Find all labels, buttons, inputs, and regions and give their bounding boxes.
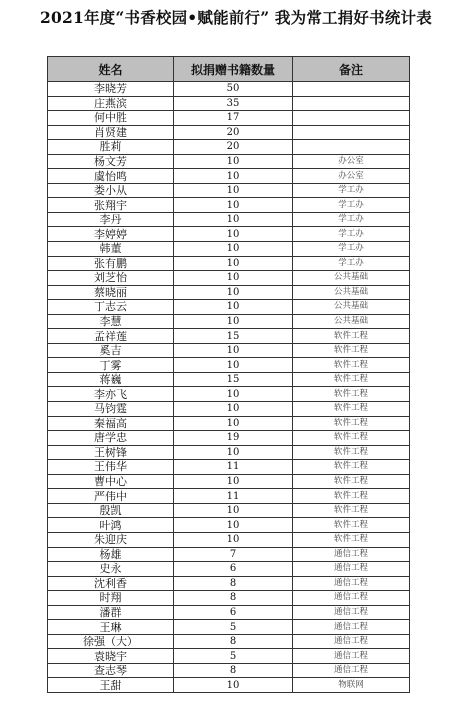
table-row xyxy=(48,576,410,591)
cell-name: 沈利香 xyxy=(48,576,174,591)
table-row xyxy=(48,649,410,664)
cell-note: 公共基础 xyxy=(293,271,410,286)
cell-name: 马钧霆 xyxy=(48,402,174,417)
cell-note: 软件工程 xyxy=(293,402,410,417)
cell-note: 学工办 xyxy=(293,242,410,257)
cell-count: 50 xyxy=(174,82,293,97)
table-row xyxy=(48,227,410,242)
cell-count: 15 xyxy=(174,329,293,344)
cell-note: 通信工程 xyxy=(293,663,410,678)
table-row xyxy=(48,489,410,504)
cell-note: 软件工程 xyxy=(293,474,410,489)
cell-name: 朱迎庆 xyxy=(48,532,174,547)
cell-name: 杨雄 xyxy=(48,547,174,562)
cell-note: 软件工程 xyxy=(293,387,410,402)
cell-name: 蔡晓丽 xyxy=(48,285,174,300)
donation-table xyxy=(47,56,410,693)
cell-name: 孟祥莲 xyxy=(48,329,174,344)
cell-note: 学工办 xyxy=(293,256,410,271)
cell-name: 徐强（大） xyxy=(48,634,174,649)
cell-note: 办公室 xyxy=(293,169,410,184)
table-row xyxy=(48,474,410,489)
cell-count: 10 xyxy=(174,300,293,315)
cell-note: 通信工程 xyxy=(293,634,410,649)
table-row xyxy=(48,111,410,126)
cell-name: 庄燕滨 xyxy=(48,96,174,111)
cell-note: 办公室 xyxy=(293,154,410,169)
cell-note: 软件工程 xyxy=(293,518,410,533)
cell-name: 丁雾 xyxy=(48,358,174,373)
table-row xyxy=(48,169,410,184)
cell-name: 袁晓宇 xyxy=(48,649,174,664)
cell-note: 软件工程 xyxy=(293,416,410,431)
table-row xyxy=(48,431,410,446)
cell-count: 10 xyxy=(174,271,293,286)
cell-note: 物联网 xyxy=(293,678,410,693)
cell-note xyxy=(293,140,410,155)
cell-note: 软件工程 xyxy=(293,460,410,475)
cell-note: 学工办 xyxy=(293,198,410,213)
cell-count: 10 xyxy=(174,678,293,693)
cell-note: 软件工程 xyxy=(293,372,410,387)
cell-count: 10 xyxy=(174,227,293,242)
cell-count: 8 xyxy=(174,634,293,649)
table-row xyxy=(48,387,410,402)
cell-note: 学工办 xyxy=(293,227,410,242)
cell-count: 10 xyxy=(174,169,293,184)
cell-count: 8 xyxy=(174,576,293,591)
cell-note: 通信工程 xyxy=(293,576,410,591)
cell-count: 19 xyxy=(174,431,293,446)
cell-count: 8 xyxy=(174,663,293,678)
cell-name: 杨文芳 xyxy=(48,154,174,169)
cell-count: 10 xyxy=(174,343,293,358)
table-row xyxy=(48,402,410,417)
cell-name: 王甜 xyxy=(48,678,174,693)
header-note: 备注 xyxy=(293,57,410,82)
cell-count: 5 xyxy=(174,649,293,664)
cell-name: 严伟中 xyxy=(48,489,174,504)
cell-name: 李晓芳 xyxy=(48,82,174,97)
cell-note: 通信工程 xyxy=(293,591,410,606)
table-row xyxy=(48,285,410,300)
cell-count: 10 xyxy=(174,358,293,373)
table-header-row xyxy=(48,57,410,82)
cell-count: 10 xyxy=(174,518,293,533)
cell-count: 11 xyxy=(174,460,293,475)
cell-note: 通信工程 xyxy=(293,620,410,635)
cell-count: 10 xyxy=(174,256,293,271)
cell-name: 史永 xyxy=(48,562,174,577)
cell-count: 15 xyxy=(174,372,293,387)
cell-note: 软件工程 xyxy=(293,503,410,518)
cell-count: 10 xyxy=(174,474,293,489)
cell-count: 5 xyxy=(174,620,293,635)
cell-count: 6 xyxy=(174,562,293,577)
table-row xyxy=(48,547,410,562)
cell-name: 李慧 xyxy=(48,314,174,329)
cell-name: 李亦飞 xyxy=(48,387,174,402)
cell-count: 10 xyxy=(174,212,293,227)
cell-count: 20 xyxy=(174,125,293,140)
table-row xyxy=(48,605,410,620)
cell-note xyxy=(293,125,410,140)
cell-name: 何中胜 xyxy=(48,111,174,126)
cell-name: 唐学忠 xyxy=(48,431,174,446)
table-row xyxy=(48,96,410,111)
table-row xyxy=(48,372,410,387)
table-row xyxy=(48,329,410,344)
cell-count: 10 xyxy=(174,387,293,402)
cell-note: 软件工程 xyxy=(293,445,410,460)
document-title: 2021年度“书香校园•赋能前行” 我为常工捐好书统计表 xyxy=(40,8,432,27)
table-row xyxy=(48,663,410,678)
header-name: 姓名 xyxy=(48,57,174,82)
cell-note: 公共基础 xyxy=(293,285,410,300)
cell-note: 软件工程 xyxy=(293,431,410,446)
table-row xyxy=(48,358,410,373)
table-row xyxy=(48,343,410,358)
table-row xyxy=(48,198,410,213)
cell-note: 软件工程 xyxy=(293,532,410,547)
cell-name: 胜莉 xyxy=(48,140,174,155)
header-count: 拟捐赠书籍数量 xyxy=(174,57,293,82)
cell-count: 10 xyxy=(174,532,293,547)
table-row xyxy=(48,140,410,155)
cell-count: 7 xyxy=(174,547,293,562)
table-row xyxy=(48,314,410,329)
table-row xyxy=(48,518,410,533)
cell-name: 秦福高 xyxy=(48,416,174,431)
cell-name: 查志琴 xyxy=(48,663,174,678)
cell-note: 学工办 xyxy=(293,212,410,227)
cell-count: 10 xyxy=(174,402,293,417)
cell-name: 虞怡鸣 xyxy=(48,169,174,184)
cell-name: 叶鸿 xyxy=(48,518,174,533)
cell-note xyxy=(293,96,410,111)
table-row xyxy=(48,562,410,577)
cell-count: 10 xyxy=(174,503,293,518)
cell-note: 通信工程 xyxy=(293,547,410,562)
cell-name: 肖贤建 xyxy=(48,125,174,140)
cell-note: 学工办 xyxy=(293,183,410,198)
cell-count: 10 xyxy=(174,242,293,257)
cell-note xyxy=(293,111,410,126)
cell-count: 10 xyxy=(174,154,293,169)
cell-name: 曹中心 xyxy=(48,474,174,489)
cell-note: 软件工程 xyxy=(293,343,410,358)
table-row xyxy=(48,591,410,606)
cell-name: 殷凯 xyxy=(48,503,174,518)
table-row xyxy=(48,532,410,547)
cell-name: 蒋巍 xyxy=(48,372,174,387)
cell-count: 6 xyxy=(174,605,293,620)
cell-name: 李丹 xyxy=(48,212,174,227)
table-row xyxy=(48,242,410,257)
table-row xyxy=(48,212,410,227)
table-row xyxy=(48,416,410,431)
table-row xyxy=(48,620,410,635)
table-body xyxy=(48,82,410,693)
table-row xyxy=(48,445,410,460)
cell-name: 韩董 xyxy=(48,242,174,257)
cell-count: 10 xyxy=(174,445,293,460)
cell-note: 软件工程 xyxy=(293,358,410,373)
cell-name: 李婷婷 xyxy=(48,227,174,242)
cell-count: 10 xyxy=(174,314,293,329)
cell-name: 王琳 xyxy=(48,620,174,635)
cell-name: 奚吉 xyxy=(48,343,174,358)
cell-count: 10 xyxy=(174,416,293,431)
cell-name: 王伟华 xyxy=(48,460,174,475)
cell-note xyxy=(293,82,410,97)
cell-note: 软件工程 xyxy=(293,329,410,344)
cell-note: 公共基础 xyxy=(293,314,410,329)
cell-note: 公共基础 xyxy=(293,300,410,315)
cell-name: 潘群 xyxy=(48,605,174,620)
table-row xyxy=(48,300,410,315)
cell-note: 通信工程 xyxy=(293,562,410,577)
table-row xyxy=(48,154,410,169)
cell-name: 张翔宇 xyxy=(48,198,174,213)
cell-count: 10 xyxy=(174,285,293,300)
cell-count: 10 xyxy=(174,198,293,213)
table-row xyxy=(48,634,410,649)
cell-name: 时翔 xyxy=(48,591,174,606)
cell-name: 王树锋 xyxy=(48,445,174,460)
table-row xyxy=(48,271,410,286)
cell-name: 张有鹏 xyxy=(48,256,174,271)
cell-note: 软件工程 xyxy=(293,489,410,504)
cell-count: 11 xyxy=(174,489,293,504)
cell-count: 35 xyxy=(174,96,293,111)
table-row xyxy=(48,125,410,140)
table-row xyxy=(48,460,410,475)
cell-count: 17 xyxy=(174,111,293,126)
cell-note: 通信工程 xyxy=(293,649,410,664)
cell-name: 娄小从 xyxy=(48,183,174,198)
cell-count: 10 xyxy=(174,183,293,198)
table-row xyxy=(48,678,410,693)
table-row xyxy=(48,82,410,97)
cell-name: 丁志云 xyxy=(48,300,174,315)
table-row xyxy=(48,256,410,271)
cell-count: 8 xyxy=(174,591,293,606)
table-row xyxy=(48,503,410,518)
table-row xyxy=(48,183,410,198)
cell-note: 通信工程 xyxy=(293,605,410,620)
cell-name: 刘芝怡 xyxy=(48,271,174,286)
cell-count: 20 xyxy=(174,140,293,155)
